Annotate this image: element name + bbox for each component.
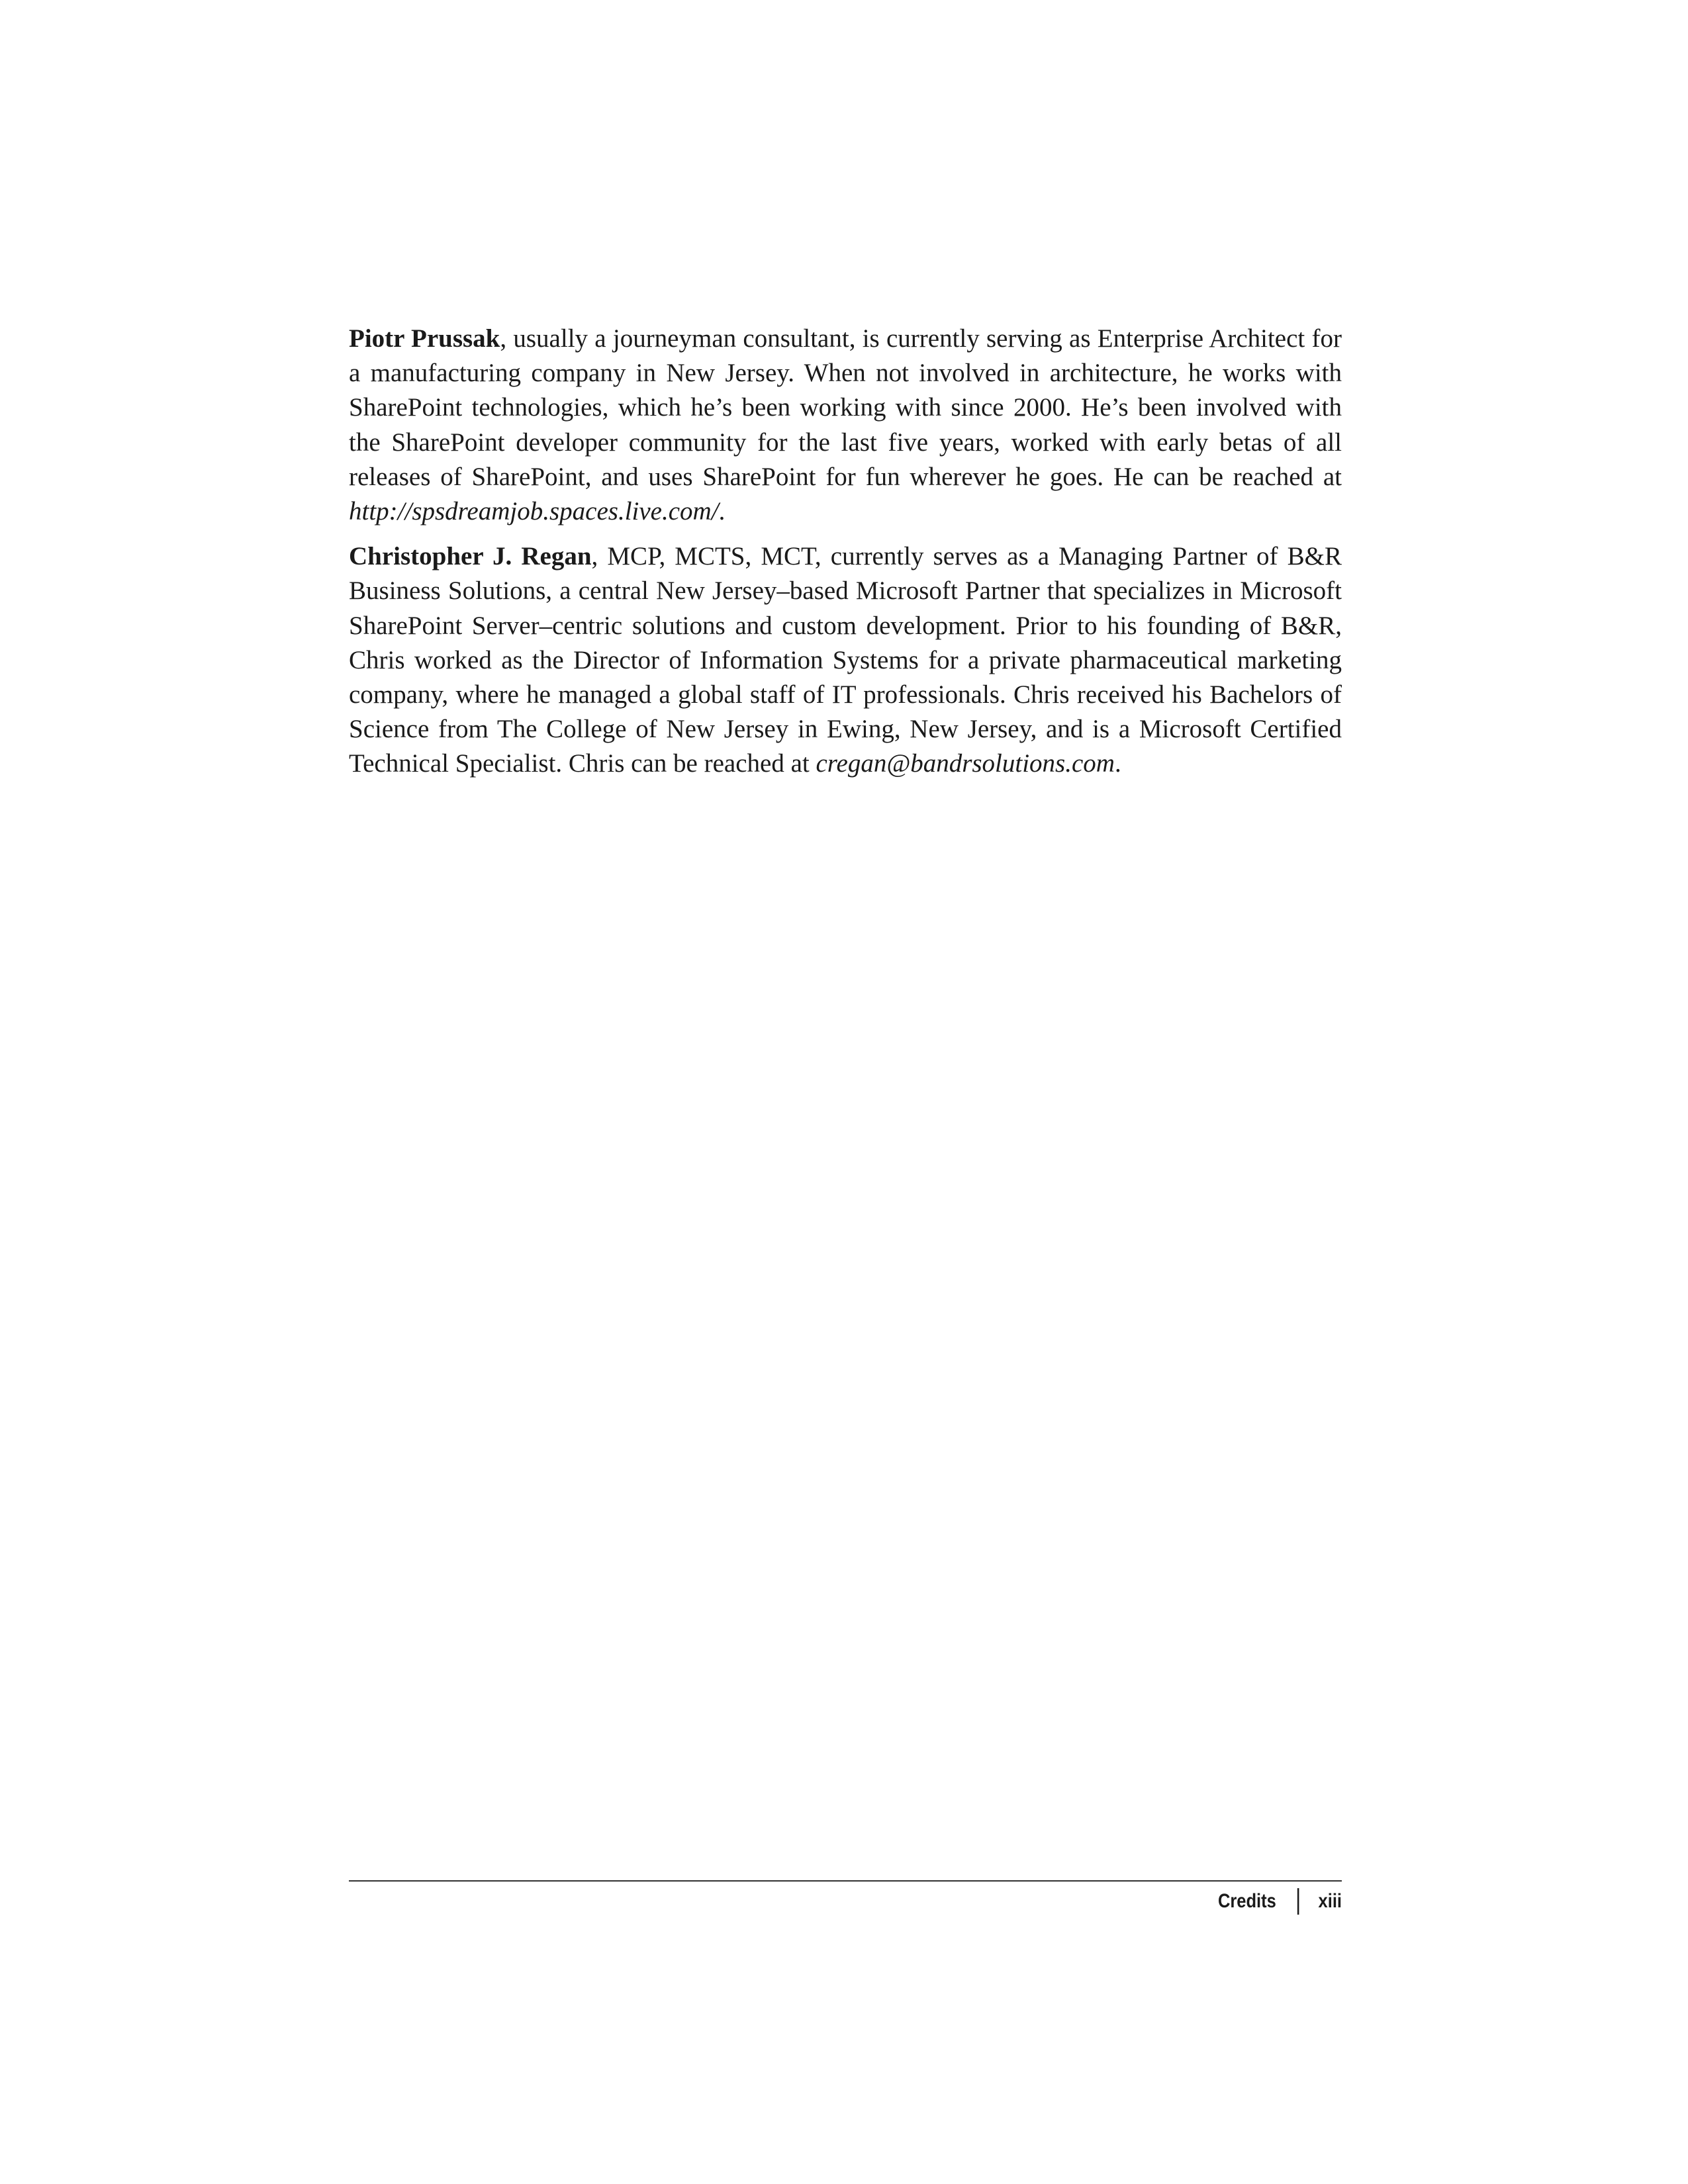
bio-name: Piotr Prussak bbox=[349, 324, 500, 353]
bio-christopher-regan bbox=[349, 539, 1342, 781]
bio-text: , usually a journeyman consultant, is currently serving as Enterprise Architect for a manufacturing company in New Jersey. When not involved in architecture, he works with SharePoint technologies, which he’s been working with since 2000. He’s been involved with the SharePoint developer community for the last five years, worked with early betas of all releases of SharePoint, and uses SharePoint for fun wherever he goes. He can be reached at bbox=[349, 324, 1342, 491]
footer-section-title: Credits bbox=[1217, 1890, 1276, 1912]
page-footer bbox=[498, 1886, 1342, 1917]
bio-end: . bbox=[1114, 749, 1121, 778]
page-number: xiii bbox=[1318, 1890, 1342, 1912]
bio-piotr-prussak bbox=[349, 322, 1342, 529]
bio-contact-url: http://spsdreamjob.spaces.live.com/ bbox=[349, 497, 719, 526]
credits-bios bbox=[349, 322, 1342, 792]
footer-rule bbox=[349, 1880, 1342, 1882]
footer-divider bbox=[1297, 1888, 1299, 1915]
bio-text: , MCP, MCTS, MCT, currently serves as a Managing Partner of B&R Business Solutions, a central New Jersey–based Microsoft Partner that specializes in Microsoft SharePoint Server–centric solutions and custom development. Prior to his founding of B&R, Chris worked as the Director of Information Systems for a private pharmaceutical marketing company, where he managed a global staff of IT professionals. Chris received his Bachelors of Science from The College of New Jersey in Ewing, New Jersey, and is a Microsoft Certified Technical Specialist. Chris can be reached at bbox=[349, 542, 1342, 778]
bio-end: . bbox=[718, 497, 726, 526]
bio-name: Christopher J. Regan bbox=[349, 542, 592, 571]
bio-contact-email: cregan@bandrsolutions.com bbox=[816, 749, 1115, 778]
